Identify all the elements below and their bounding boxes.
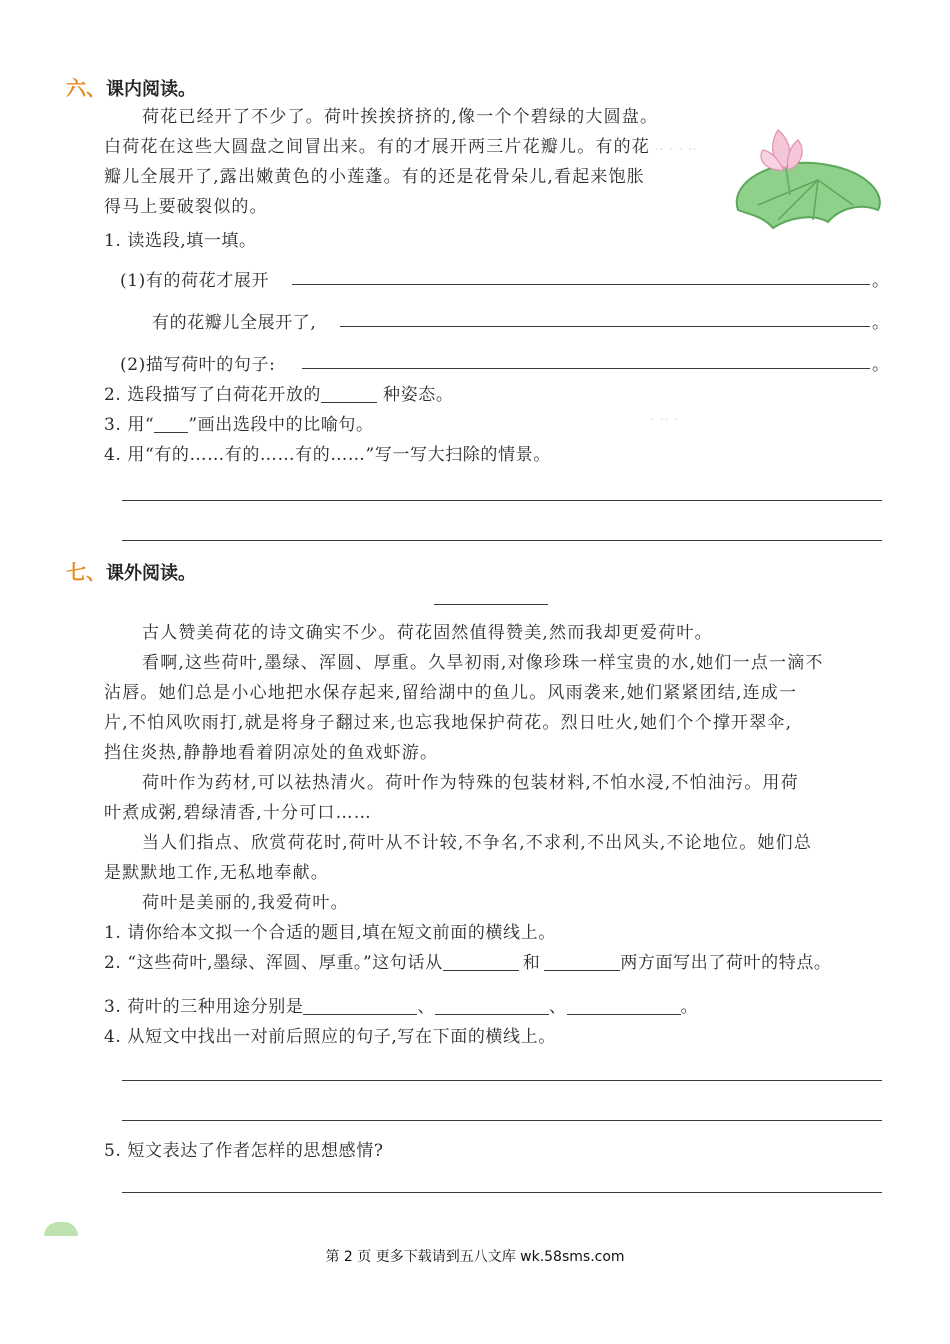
question-2-pre: 2. 选段描写了白荷花开放的 xyxy=(104,385,322,405)
passage-line: 当人们指点、欣赏荷花时,荷叶从不计较,不争名,不求利,不出风头,不论地位。她们总 xyxy=(142,833,813,853)
passage-line: 白荷花在这些大圆盘之间冒出来。有的才展开两三片花瓣儿。有的花 xyxy=(104,137,650,157)
section-6-title: 课内阅读。 xyxy=(106,79,196,100)
answer-line[interactable] xyxy=(122,1192,882,1193)
question-1: 1. 读选段,填一填。 xyxy=(104,231,257,251)
section-7-header xyxy=(66,556,196,585)
question-2-post: 种姿态。 xyxy=(383,385,454,405)
lotus-illustration xyxy=(718,110,888,235)
separator: 、 xyxy=(417,997,436,1017)
answer-line[interactable] xyxy=(302,368,870,369)
bleed-through-text: ·· ·· · · ·· xyxy=(640,140,698,158)
separator: 、 xyxy=(549,997,567,1017)
passage-line: 荷花已经开了不少了。荷叶挨挨挤挤的,像一个个碧绿的大圆盘。 xyxy=(142,107,659,127)
question-3-pre: 3. 用“ xyxy=(104,415,155,435)
answer-line[interactable] xyxy=(340,326,870,327)
answer-blank[interactable] xyxy=(435,998,549,1015)
question-1-1a: (1)有的荷花才展开 xyxy=(120,271,270,291)
passage-line: 片,不怕风吹雨打,就是将身子翻过来,也忘我地保护荷花。烈日吐火,她们个个撑开翠伞, xyxy=(104,713,793,733)
question-1: 1. 请你给本文拟一个合适的题目,填在短文前面的横线上。 xyxy=(104,923,556,943)
lotus-leaf xyxy=(737,163,880,228)
passage-line: 古人赞美荷花的诗文确实不少。荷花固然值得赞美,然而我却更爱荷叶。 xyxy=(142,623,713,643)
section-7-number: 七、 xyxy=(66,560,106,584)
passage-line: 得马上要破裂似的。 xyxy=(104,197,268,217)
end-mark: 。 xyxy=(872,313,890,333)
answer-blank[interactable] xyxy=(544,954,620,971)
answer-blank[interactable] xyxy=(303,998,417,1015)
passage-line: 叶煮成粥,碧绿清香,十分可口…… xyxy=(104,803,373,823)
passage-line: 挡住炎热,静静地看着阴凉处的鱼戏虾游。 xyxy=(104,743,439,763)
question-1-1b: 有的花瓣儿全展开了, xyxy=(152,313,317,333)
question-4: 4. 从短文中找出一对前后照应的句子,写在下面的横线上。 xyxy=(104,1027,556,1047)
answer-line[interactable] xyxy=(122,1080,882,1081)
section-6-number: 六、 xyxy=(66,76,106,100)
question-3 xyxy=(104,992,698,1017)
title-blank[interactable] xyxy=(434,604,548,605)
question-2 xyxy=(104,948,832,973)
passage-line: 荷叶作为药材,可以祛热清火。荷叶作为特殊的包装材料,不怕水浸,不怕油污。用荷 xyxy=(142,773,799,793)
question-1-2: (2)描写荷叶的句子: xyxy=(120,355,276,375)
section-7-title: 课外阅读。 xyxy=(106,563,196,584)
question-2-c: 两方面写出了荷叶的特点。 xyxy=(620,953,832,973)
bleed-through-text: · ·· · xyxy=(650,410,679,428)
end-mark: 。 xyxy=(872,355,890,375)
passage-line: 看啊,这些荷叶,墨绿、浑圆、厚重。久旱初雨,对像珍珠一样宝贵的水,她们一点一滴不 xyxy=(142,653,824,673)
end-mark: 。 xyxy=(680,997,699,1017)
question-2-a: 2. “这些荷叶,墨绿、浑圆、厚重。”这句话从 xyxy=(104,953,443,973)
question-4: 4. 用“有的……有的……有的……”写一写大扫除的情景。 xyxy=(104,445,551,465)
page-footer: 第 2 页 更多下载请到五八文库 wk.58sms.com xyxy=(325,1249,625,1265)
section-6-header xyxy=(66,72,196,101)
answer-blank[interactable] xyxy=(567,998,681,1015)
passage-line: 是默默地工作,无私地奉献。 xyxy=(104,863,330,883)
question-3-post: ”画出选段中的比喻句。 xyxy=(188,415,374,435)
answer-line[interactable] xyxy=(292,284,870,285)
answer-line[interactable] xyxy=(122,500,882,501)
question-3 xyxy=(104,410,374,435)
answer-line[interactable] xyxy=(122,1120,882,1121)
passage-line: 瓣儿全展开了,露出嫩黄色的小莲蓬。有的还是花骨朵儿,看起来饱胀 xyxy=(104,167,646,187)
corner-decoration xyxy=(44,1222,78,1236)
question-2 xyxy=(104,380,453,405)
answer-blank[interactable] xyxy=(443,954,519,971)
end-mark: 。 xyxy=(872,271,890,291)
passage-line: 沾唇。她们总是小心地把水保存起来,留给湖中的鱼儿。风雨袭来,她们紧紧团结,连成一 xyxy=(104,683,798,703)
underline-mark xyxy=(154,416,188,433)
passage-line: 荷叶是美丽的,我爱荷叶。 xyxy=(142,893,349,913)
question-3-a: 3. 荷叶的三种用途分别是 xyxy=(104,997,304,1017)
answer-blank[interactable] xyxy=(321,386,377,403)
answer-line[interactable] xyxy=(122,540,882,541)
question-2-b: 和 xyxy=(522,953,541,973)
question-5: 5. 短文表达了作者怎样的思想感情? xyxy=(104,1141,384,1161)
